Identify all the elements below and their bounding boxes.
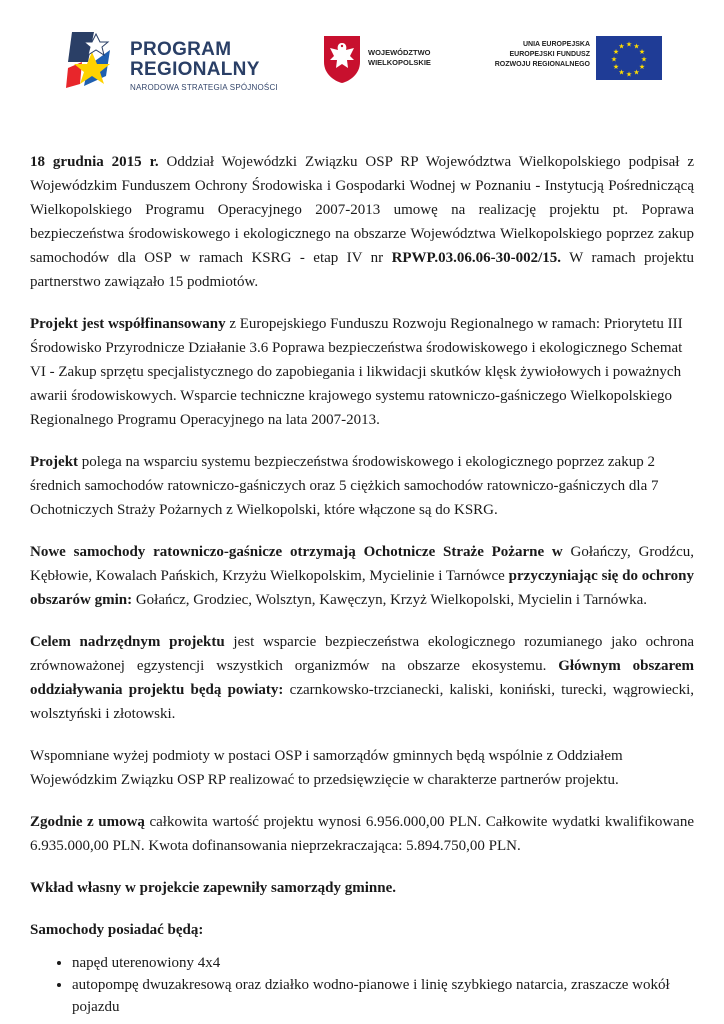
ue-logo-line2: EUROPEJSKI FUNDUSZ [509,51,590,58]
svg-text:★: ★ [618,68,625,77]
paragraph-features-heading: Samochody posiadać będą: [30,922,204,938]
agreement-date: 18 grudnia 2015 r. [30,154,159,170]
paragraph-project-value: Zgodnie z umową całkowita wartość projektu wynosi 6.956.000,00 PLN. Całkowite wydatki kwalifikowane 6.935.000,00 PLN. Kwota dofinansowania nieprzekraczająca: 5.894.750,00 PLN. [30,814,694,854]
eagle-crest-icon [322,34,362,84]
list-item: • napęd uterenowiony 4x4 [72,952,694,974]
program-logo-line1: PROGRAM [130,39,232,60]
paragraph-project-scope: Projekt polega na wsparciu systemu bezpieczeństwa środowiskowego i ekologicznego poprzez zakup 2 średnich samochodów ratowniczo-gaśniczych oraz 5 ciężkich samochodów ratowniczo-gaśniczych dla 7 Ochotniczych Straży Pożarnych z Wielkopolski, które włączone są do KSRG. [30,454,659,518]
svg-text:★: ★ [638,63,646,71]
paragraph-partners: Wspomniane wyżej podmioty w postaci OSP i samorządów gminnych będą wspólnie z Oddziałem Wojewódzkim Związku OSP RP realizować to przedsięwzięcie w charakterze partnerów projektu. [30,748,623,788]
wojewodztwo-logo-line2: WIELKOPOLSKIE [368,58,431,67]
svg-text:★: ★ [625,70,633,79]
vehicle-features-list [30,952,694,1018]
svg-text:★: ★ [633,42,640,51]
wojewodztwo-wielkopolskie-logo [322,34,462,86]
svg-text:★: ★ [610,55,618,64]
paragraph-cofinancing: Projekt jest współfinansowany z Europejskiego Funduszu Rozwoju Regionalnego w ramach: Priorytetu III Środowisko Przyrodnicze Działanie 3.6 Poprawa bezpieczeństwa środowiskowego i ekologicznego Schemat VI - Zakup sprzętu specjalistycznego do zapobiegania i likwidacji skutków klęsk żywiołowych i poważnych awarii środowiskowych. Wsparcie techniczne krajowego systemu ratowniczo-gaśniczego Wielkopolskiego Regionalnego Programu Operacyjnego na lata 2007-2013. [30,316,683,428]
document-body [30,150,694,1018]
program-regionalny-emblem-icon [66,28,126,92]
svg-text:★: ★ [640,55,648,64]
eu-flag-icon [596,36,662,80]
svg-text:★: ★ [612,48,620,56]
ue-logo-line3: ROZWOJU REGIONALNEGO [494,61,590,68]
paragraph-agreement: 18 grudnia 2015 r. Oddział Wojewódzki Związku OSP RP Województwa Wielkopolskiego podpisał z Wojewódzkim Funduszem Ochrony Środowiska i Gospodarki Wodnej w Poznaniu - Instytucją Pośredniczącą Wielkopolskiego Programu Operacyjnego 2007-2013 umowę na realizację projektu pt. Poprawa bezpieczeństwa środowiskowego i ekologicznego na obszarze Województwa Wielkopolskiego poprzez zakup samochodów dla OSP w ramach KSRG - etap IV nr RPWP.03.06.06-30-002/15. W ramach projektu partnerstwo zawiązało 15 podmiotów. [30,154,694,290]
paragraph-new-vehicles: Nowe samochody ratowniczo-gaśnicze otrzymają Ochotnicze Straże Pożarne w Gołańczy, Grodźcu, Kębłowie, Kowalach Pańskich, Krzyżu Wielkopolskim, Mycielinie i Tarnówce przyczyniając się do ochrony obszarów gmin: Gołańcz, Grodziec, Wolsztyn, Kawęczyn, Krzyż Wielkopolski, Mycielin i Tarnówka. [30,544,695,608]
wojewodztwo-logo-line1: WOJEWÓDZTWO [368,48,431,57]
svg-text:★: ★ [638,48,646,56]
svg-text:★: ★ [633,68,640,77]
list-item: • autopompę dwuzakresową oraz działko wodno-pianowe i linię szybkiego natarcia, zraszacze wokół pojazdu [72,974,694,1018]
program-logo-line2: REGIONALNY [130,59,260,80]
unia-europejska-logo [476,36,666,86]
svg-text:★: ★ [618,42,625,51]
paragraph-project-goal: Celem nadrzędnym projektu jest wsparcie bezpieczeństwa ekologicznego rozumianego jako ochrona zrównoważonej egzystencji wszystkich organizmów na obszarze ekosystemu. Głównym obszarem oddziaływania projektu będą powiaty: czarnkowsko-trzcianecki, kaliski, koniński, turecki, wągrowiecki, wolsztyński i złotowski. [30,634,695,722]
program-regionalny-logo [66,28,296,94]
program-logo-line3: NARODOWA STRATEGIA SPÓJNOŚCI [130,83,278,92]
project-code: RPWP.03.06.06-30-002/15. [391,250,562,266]
paragraph-own-contribution: Wkład własny w projekcie zapewniły samorządy gminne. [30,880,396,896]
ue-logo-line1: UNIA EUROPEJSKA [522,41,590,48]
svg-text:★: ★ [625,40,633,49]
svg-text:★: ★ [612,63,620,71]
document-header [0,0,724,110]
